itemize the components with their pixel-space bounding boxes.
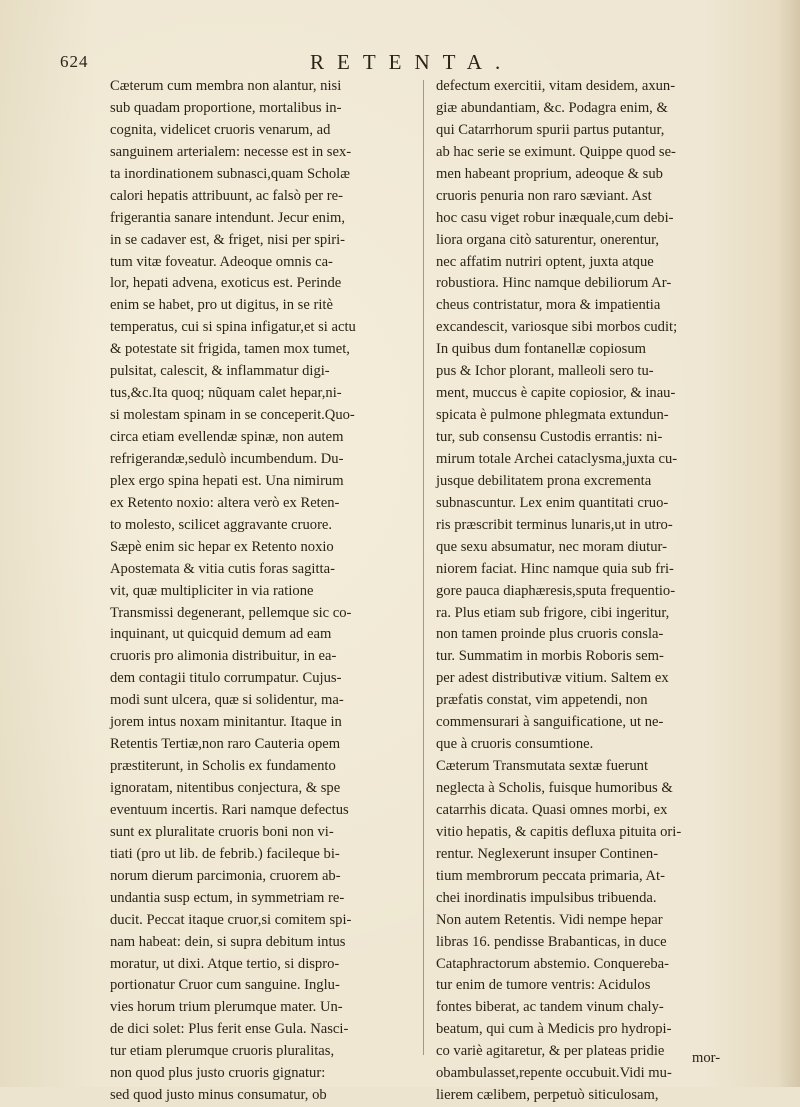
text-line: eventuum incertis. Rari namque defectus	[110, 801, 349, 818]
text-line: ducit. Peccat itaque cruor,si comitem spi-	[110, 911, 352, 928]
text-line: per adest distributivæ vitium. Saltem ex	[436, 670, 669, 687]
text-line: vies horum trium plerumque mater. Un-	[110, 999, 343, 1016]
text-line: tur etiam plerumque cruoris pluralitas,	[110, 1043, 335, 1060]
page-edge-stain	[778, 0, 800, 1087]
text-line: modi sunt ulcera, quæ si solidentur, ma-	[110, 692, 344, 709]
text-line: enim se habet, pro ut digitus, in se ritè	[110, 297, 333, 314]
text-line: obambulasset,repente occubuit.Vidi mu-	[436, 1065, 672, 1082]
text-line: qui Catarrhorum spurii partus putantur,	[436, 121, 665, 138]
catchword: mor-	[692, 1050, 721, 1066]
text-line: co variè agitaretur, & per plateas pridie	[436, 1043, 665, 1060]
text-line: Non autem Retentis. Vidi nempe hepar	[436, 911, 663, 928]
text-line: sunt ex pluralitate cruoris boni non vi-	[110, 823, 334, 840]
text-line: vit, quæ multipliciter in via ratione	[110, 582, 314, 599]
text-line: ta inordinationem subnasci,quam Scholæ	[110, 165, 350, 182]
text-line: Sæpè enim sic hepar ex Retento noxio	[110, 538, 334, 555]
text-line: dem contagii titulo corrumpatur. Cujus-	[110, 670, 342, 687]
text-line: niorem faciat. Hinc namque quia sub fri-	[436, 560, 674, 577]
text-line: men habeant proprium, adeoque & sub	[436, 165, 663, 182]
text-line: tum vitæ foveatur. Adeoque omnis ca-	[110, 253, 333, 270]
text-line: jusque debilitatem prona excrementa	[436, 472, 652, 489]
text-line: rentur. Neglexerunt insuper Continen-	[436, 845, 659, 862]
text-line: non tamen proinde plus cruoris consla-	[436, 626, 664, 643]
text-line: nec affatim nutriri optent, juxta atque	[436, 253, 654, 270]
text-line: calori hepatis attribuunt, ac falsò per re-	[110, 187, 343, 204]
column-divider-rule	[423, 80, 424, 1055]
text-line: to molesto, scilicet aggravante cruore.	[110, 516, 333, 533]
text-line: Apostemata & vitia cutis foras sagitta-	[110, 560, 335, 577]
text-line: jorem intus noxam minitantur. Itaque in	[110, 714, 342, 731]
text-line: mirum totale Archei cataclysma,juxta cu-	[436, 450, 678, 467]
text-line: tur enim de tumore ventris: Acidulos	[436, 977, 651, 994]
text-line: ignoratam, nitentibus conjectura, & spe	[110, 780, 341, 796]
text-line: præstiterunt, in Scholis ex fundamento	[110, 758, 336, 775]
text-line: tium membrorum peccata primaria, At-	[436, 867, 665, 884]
text-line: hoc casu viget robur inæquale,cum debi-	[436, 209, 674, 226]
running-title: RETENTA.	[310, 50, 514, 74]
text-line: commensurari à sanguificatione, ut ne-	[436, 714, 664, 731]
text-line: excandescit, variosque sibi morbos cudit;	[436, 319, 678, 336]
catchword-holder	[692, 1050, 720, 1067]
text-line: temperatus, cui si spina infigatur,et si actu	[110, 319, 356, 336]
text-line: præfatis constat, vim appetendi, non	[436, 692, 648, 709]
text-line: spicata è pulmone phlegmata extundun-	[436, 407, 669, 424]
text-line: non quod plus justo cruoris gignatur:	[110, 1065, 326, 1082]
text-line: ab hac serie se eximunt. Quippe quod se-	[436, 143, 676, 160]
text-line: inquinant, ut quicquid demum ad eam	[110, 626, 332, 643]
text-line: libras 16. pendisse Brabanticas, in duce	[436, 933, 667, 950]
text-line: ris præscribit terminus lunaris,ut in utro-	[436, 516, 673, 533]
text-line: portionatur Cruor cum sanguine. Inglu-	[110, 977, 340, 994]
text-line: vitio hepatis, & capitis defluxa pituita ori-	[436, 823, 682, 840]
text-line: ra. Plus etiam sub frigore, cibi ingeritur,	[436, 604, 670, 621]
text-line: Cæterum Transmutata sextæ fuerunt	[436, 758, 649, 775]
text-line: que sexu absumatur, nec moram diutur-	[436, 538, 667, 555]
text-line: giæ abundantiam, &c. Podagra enim, &	[436, 99, 668, 116]
text-line: cheus contristatur, mora & impatientia	[436, 297, 661, 314]
text-line: cruoris pro alimonia distribuitur, in ea-	[110, 648, 337, 665]
text-line: lor, hepati advena, exoticus est. Perinde	[110, 275, 342, 292]
text-line: de dici solet: Plus ferit ense Gula. Nasci-	[110, 1021, 349, 1038]
text-line: fontes biberat, ac tandem vinum chaly-	[436, 999, 664, 1016]
text-line: plex ergo spina hepati est. Una nimirum	[110, 472, 344, 489]
text-line: cognita, videlicet cruoris venarum, ad	[110, 121, 331, 138]
text-line: cruoris penuria non raro sæviant. Ast	[436, 187, 652, 204]
text-line: circa etiam evellendæ spinæ, non autem	[110, 429, 344, 445]
text-line: norum dierum parcimonia, cruorem ab-	[110, 867, 341, 884]
text-line: Cataphractorum abstemio. Conquereba-	[436, 955, 670, 972]
text-line: Cæterum cum membra non alantur, nisi	[110, 78, 342, 94]
text-line: pus & Ichor plorant, malleoli sero tu-	[436, 363, 654, 380]
text-line: refrigerandæ,sedulò incumbendum. Du-	[110, 450, 344, 467]
text-line: catarrhis dicata. Quasi omnes morbi, ex	[436, 801, 668, 818]
text-line: chei inordinatis impulsibus tribuenda.	[436, 889, 657, 906]
text-line: Transmissi degenerant, pellemque sic co-	[110, 604, 352, 621]
text-line: sanguinem arterialem: necesse est in sex-	[110, 143, 352, 160]
text-line: nam habeat: dein, si supra debitum intus	[110, 933, 346, 950]
text-line: sub quadam proportione, mortalibus in-	[110, 99, 342, 116]
text-line: tus,&c.Ita quoq; nũquam calet hepar,ni-	[110, 385, 342, 402]
text-line: robustiora. Hinc namque debiliorum Ar-	[436, 275, 672, 292]
text-line: subnascuntur. Lex enim quantitati cruo-	[436, 494, 669, 511]
text-line: ex Retento noxio: altera verò ex Reten-	[110, 494, 340, 511]
text-line: in se cadaver est, & friget, nisi per spiri-	[110, 231, 346, 248]
text-line: que à cruoris consumtione.	[436, 736, 594, 753]
text-line: gore pauca diaphæresis,sputa frequentio-	[436, 582, 676, 599]
text-line: pulsitat, calescit, & inflammatur digi-	[110, 363, 330, 380]
right-text-column	[436, 76, 741, 1107]
text-line: beatum, qui cum à Medicis pro hydropi-	[436, 1021, 672, 1038]
text-line: lierem cælibem, perpetuò siticulosam,	[436, 1087, 659, 1104]
text-line: frigerantia sanare intendunt. Jecur enim,	[110, 209, 346, 226]
text-line: si molestam spinam in se conceperit.Quo-	[110, 407, 355, 424]
text-line: sed quod justo minus consumatur, ob	[110, 1087, 327, 1104]
text-line: ment, muccus è capite copiosior, & inau-	[436, 385, 676, 402]
page-number: 624	[60, 52, 89, 71]
text-line: liora organa citò saturentur, onerentur,	[436, 231, 660, 248]
text-line: undantia susp ectum, in symmetriam re-	[110, 889, 345, 906]
text-line: & potestate sit frigida, tamen mox tumet,	[110, 341, 350, 358]
text-line: moratur, ut dixi. Atque tertio, si dispro-	[110, 955, 340, 972]
left-text-column	[110, 76, 410, 1107]
text-line: tiati (pro ut lib. de febrib.) facileque bi-	[110, 845, 340, 862]
text-line: defectum exercitii, vitam desidem, axun-	[436, 78, 676, 94]
text-line: tur. Summatim in morbis Roboris sem-	[436, 648, 664, 665]
text-line: Retentis Tertiæ,non raro Cauteria opem	[110, 736, 341, 753]
text-line: tur, sub consensu Custodis errantis: ni-	[436, 429, 663, 445]
text-line: neglecta à Scholis, fuisque humoribus &	[436, 780, 673, 796]
text-line: In quibus dum fontanellæ copiosum	[436, 341, 646, 358]
